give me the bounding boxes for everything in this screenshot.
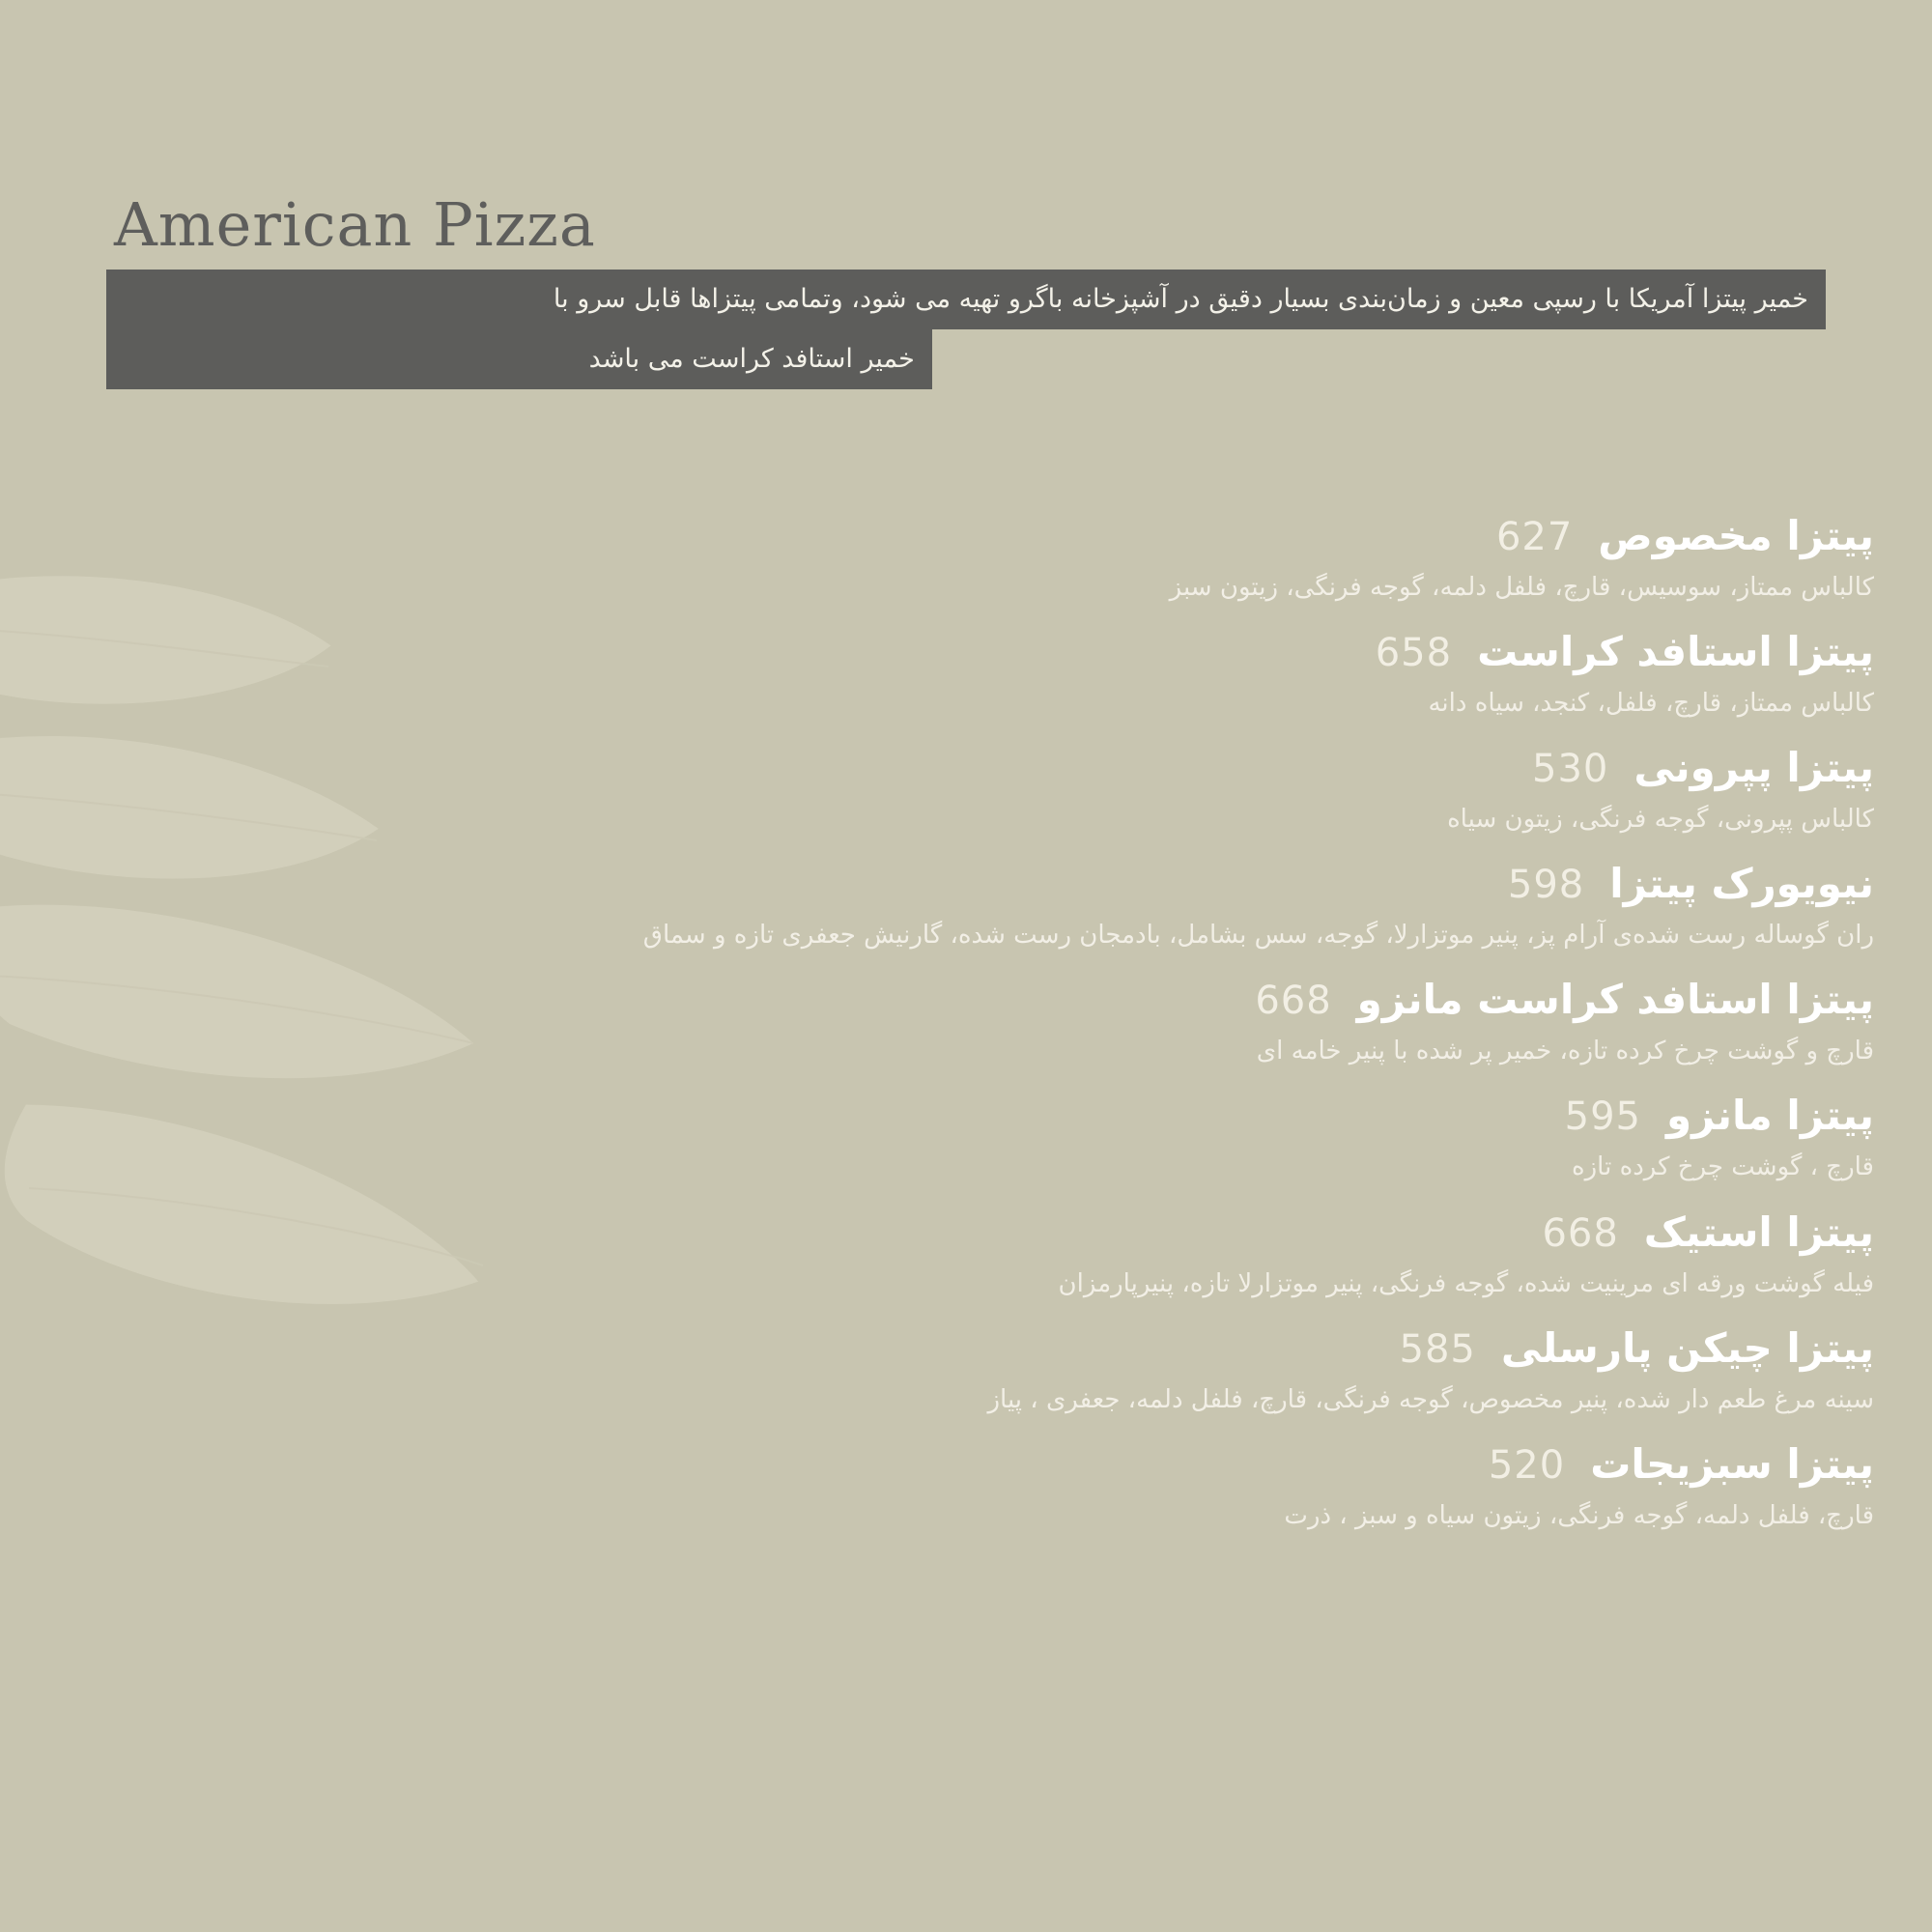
- menu-item-name: پیتزا مخصوص: [1598, 512, 1874, 559]
- menu-item-price: 627: [1495, 515, 1574, 559]
- menu-item-name: پیتزا استیک: [1643, 1208, 1874, 1256]
- menu-item-name: نیویورک پیتزا: [1609, 860, 1874, 908]
- menu-item-name: پیتزا چیکن پارسلی: [1500, 1323, 1874, 1372]
- menu-item-head: [367, 1208, 1874, 1256]
- menu-item-head: [367, 1092, 1874, 1139]
- menu-item-head: [367, 512, 1874, 559]
- menu-item-name: پیتزا سبزیجات: [1590, 1439, 1874, 1488]
- list-item: [367, 1208, 1874, 1301]
- list-item: [367, 628, 1874, 721]
- menu-item-description: قارچ ، گوشت چرخ کرده تازه: [1572, 1152, 1874, 1182]
- list-item: [367, 976, 1874, 1068]
- menu-item-head: [367, 1324, 1874, 1372]
- intro-text-line-1: خمیر پیتزا آمریکا با رسپی معین و زمان‌بندی بسیار دقیق در آشپزخانه باگرو تهیه می شود، وتمامی پیتزاها قابل سرو با: [106, 270, 1826, 329]
- menu-item-head: [367, 1440, 1874, 1488]
- page-title: American Pizza: [114, 189, 596, 260]
- menu-item-price: 668: [1255, 979, 1332, 1024]
- menu-item-head: [367, 860, 1874, 907]
- menu-list: [367, 512, 1874, 1556]
- menu-item-name: پیتزا استافد کراست: [1477, 628, 1874, 676]
- menu-item-price: 530: [1532, 747, 1609, 792]
- menu-item-price: 520: [1488, 1442, 1566, 1488]
- menu-item-price: 595: [1564, 1094, 1642, 1140]
- menu-item-price: 598: [1507, 863, 1585, 908]
- list-item: [367, 512, 1874, 605]
- menu-item-description: کالباس ممتاز، قارچ، فلفل، کنجد، سیاه دانه: [1428, 689, 1874, 719]
- menu-item-description: فیله گوشت ورقه ای مرینیت شده، گوجه فرنگی، پنیر موتزارلا تازه، پنیرپارمزان: [1058, 1268, 1874, 1298]
- menu-item-description: سینه مرغ طعم دار شده، پنیر مخصوص، گوجه فرنگی، قارچ، فلفل دلمه، جعفری ، پیاز: [987, 1384, 1874, 1414]
- menu-item-name: پیتزا استافد کراست مانزو: [1356, 976, 1874, 1024]
- menu-item-price: 668: [1542, 1210, 1619, 1256]
- menu-item-description: کالباس پپرونی، گوجه فرنگی، زیتون سیاه: [1447, 805, 1874, 835]
- list-item: [367, 1440, 1874, 1533]
- menu-item-price: 658: [1375, 631, 1453, 676]
- menu-item-head: [367, 976, 1874, 1023]
- menu-item-description: کالباس ممتاز، سوسیس، قارچ، فلفل دلمه، گوجه فرنگی، زیتون سبز: [1169, 573, 1874, 602]
- list-item: [367, 1324, 1874, 1417]
- menu-item-name: پیتزا مانزو: [1666, 1092, 1874, 1140]
- menu-item-name: پیتزا پپرونی: [1634, 744, 1874, 792]
- list-item: [367, 744, 1874, 837]
- menu-item-description: ران گوساله رست شده‌ی آرام پز، پنیر موتزارلا، گوجه، سس بشامل، بادمجان رست شده، گارنیش جعفری تازه و سماق: [642, 921, 1874, 951]
- list-item: [367, 1092, 1874, 1184]
- menu-item-description: قارچ و گوشت چرخ کرده تازه، خمیر پر شده با پنیر خامه ای: [1256, 1037, 1874, 1066]
- menu-item-price: 585: [1399, 1326, 1476, 1372]
- header: [106, 189, 1826, 389]
- menu-item-head: [367, 628, 1874, 675]
- intro-text-line-2: خمیر استافد کراست می باشد: [106, 329, 932, 389]
- menu-item-description: قارچ، فلفل دلمه، گوجه فرنگی، زیتون سیاه و سبز ، ذرت: [1284, 1500, 1874, 1530]
- list-item: [367, 860, 1874, 952]
- menu-item-head: [367, 744, 1874, 791]
